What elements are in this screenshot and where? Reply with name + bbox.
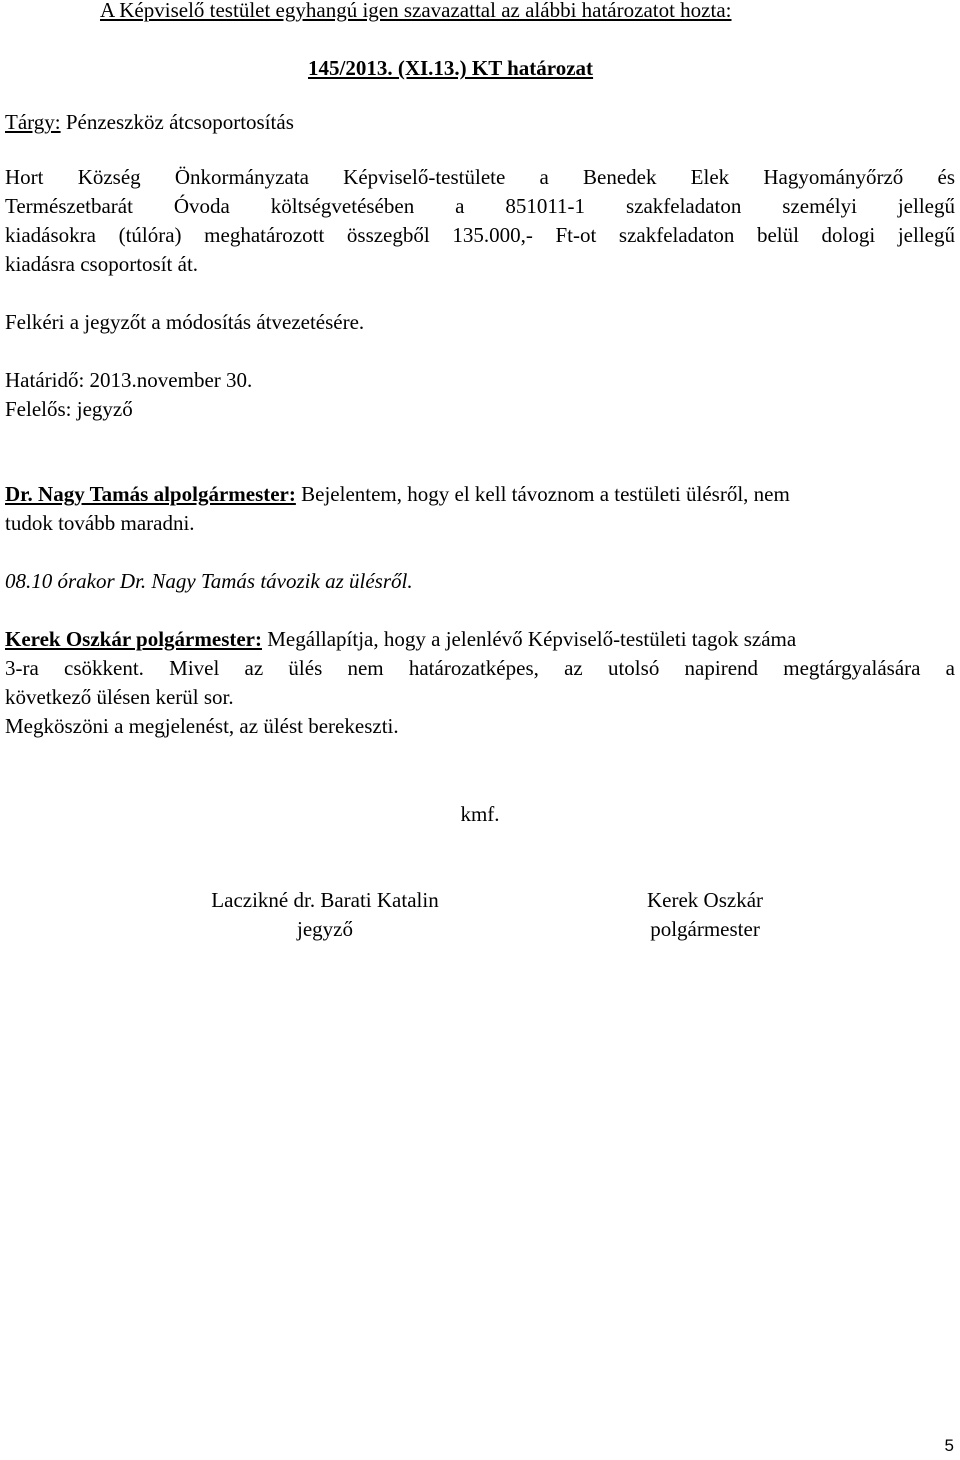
resolution-text-line: Hort Község Önkormányzata Képviselő-testülete a Benedek Elek Hagyományőrző és (5, 165, 955, 189)
speaker2-statement: Kerek Oszkár polgármester: Megállapítja, hogy a jelenlévő Képviselő-testületi tagok száma (5, 627, 797, 651)
speaker2-statement-cont: 3-ra csökkent. Mivel az ülés nem határozatképes, az utolsó napirend megtárgyalására a (5, 656, 955, 680)
request-text: Felkéri a jegyzőt a módosítás átvezetésére. (5, 310, 365, 334)
speaker1-name: Dr. Nagy Tamás alpolgármester: (5, 482, 296, 506)
subject-line (5, 108, 955, 137)
resolution-text-line: kiadásra csoportosít át. (5, 252, 199, 276)
signature-name: Laczikné dr. Barati Katalin (211, 888, 439, 912)
signature-title: polgármester (650, 917, 760, 941)
resolution-text-line: Természetbarát Óvoda költségvetésében a 851011-1 szakfeladaton személyi jellegű (5, 194, 955, 218)
speaker1-statement-cont: tudok tovább maradni. (5, 511, 195, 535)
speaker2-name: Kerek Oszkár polgármester: (5, 627, 262, 651)
page-number: 5 (944, 1436, 954, 1455)
responsible-text: Felelős: jegyző (5, 397, 133, 421)
resolution-number: 145/2013. (XI.13.) KT határozat (308, 56, 594, 80)
deadline-text: Határidő: 2013.november 30. (5, 368, 253, 392)
subject-label: Tárgy: (5, 110, 61, 134)
signature-name: Kerek Oszkár (646, 888, 764, 912)
intro-text: A Képviselő testület egyhangú igen szavazattal az alábbi határozatot hozta: (100, 0, 732, 22)
resolution-text-line: kiadásokra (túlóra) meghatározott összegből 135.000,- Ft-ot szakfeladaton belül dologi jellegű (5, 223, 955, 247)
speaker2-statement-cont: következő ülésen kerül sor. (5, 685, 234, 709)
kmf-label: kmf. (460, 802, 500, 826)
speaker1-statement: Dr. Nagy Tamás alpolgármester: Bejelentem, hogy el kell távoznom a testületi ülésről, nem (5, 482, 790, 506)
subject-text: Pénzeszköz átcsoportosítás (60, 110, 294, 134)
closing-text: Megköszöni a megjelenést, az ülést berekeszti. (5, 714, 399, 738)
departure-note: 08.10 órakor Dr. Nagy Tamás távozik az ülésről. (5, 569, 413, 593)
signature-title: jegyző (297, 917, 353, 941)
